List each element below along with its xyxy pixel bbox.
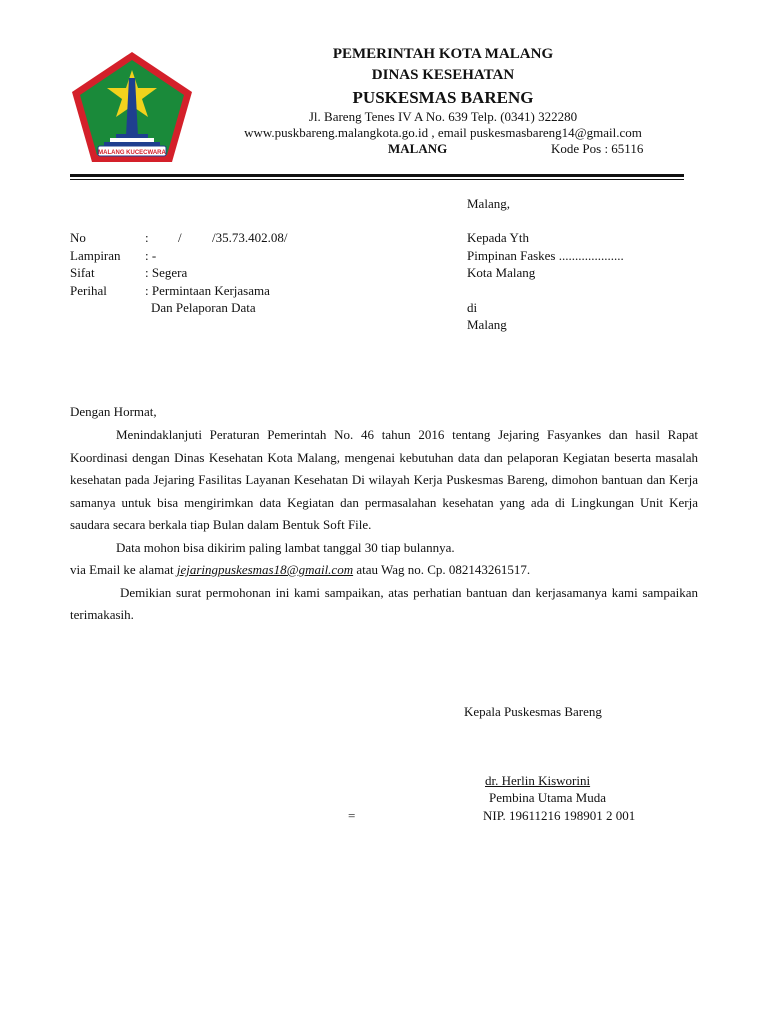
body-paragraph-4: Demikian surat permohonan ini kami sampaikan, atas perhatian bantuan dan kerjasamanya kami sampaikan terimakasih. xyxy=(70,584,698,622)
header-city: MALANG xyxy=(388,141,448,156)
letter-body xyxy=(70,424,698,627)
meta-lampiran-label: Lampiran xyxy=(70,248,121,263)
recipient-line2: Pimpinan Faskes .................... xyxy=(467,248,624,263)
meta-lampiran-value: : - xyxy=(145,248,157,263)
recipient-line3: Kota Malang xyxy=(467,265,536,280)
header-postal-code: Kode Pos : 65116 xyxy=(551,141,644,156)
signature-name: dr. Herlin Kisworini xyxy=(485,773,591,788)
logo-ribbon-text: MALANG KUCECWARA xyxy=(98,150,166,156)
header-web-email: www.puskbareng.malangkota.go.id , email puskesmasbareng14@gmail.com xyxy=(244,125,642,140)
header-department: DINAS KESEHATAN xyxy=(371,67,515,83)
header-rule-thick xyxy=(70,174,684,177)
kota-malang-logo xyxy=(68,48,196,166)
meta-no-slash: / xyxy=(178,230,182,245)
meta-no-colon: : xyxy=(145,230,149,245)
meta-no-value: /35.73.402.08/ xyxy=(212,230,288,245)
header-government: PEMERINTAH KOTA MALANG xyxy=(332,46,554,62)
signature-nip: NIP. 19611216 198901 2 001 xyxy=(483,808,636,823)
body-paragraph-2: Data mohon bisa dikirim paling lambat tanggal 30 tiap bulannya. xyxy=(116,539,455,555)
body-p3-suffix: atau Wag no. Cp. 082143261517. xyxy=(353,562,531,577)
signature-title: Kepala Puskesmas Bareng xyxy=(464,704,602,719)
meta-perihal-value-cont: Dan Pelaporan Data xyxy=(151,300,256,315)
recipient-line5: Malang xyxy=(467,317,507,332)
meta-sifat-value: : Segera xyxy=(145,265,188,280)
meta-no-label: No xyxy=(70,230,86,245)
header-address: Jl. Bareng Tenes IV A No. 639 Telp. (0341) 322280 xyxy=(308,109,578,124)
greeting: Dengan Hormat, xyxy=(70,404,157,419)
recipient-line1: Kepada Yth xyxy=(467,230,529,245)
signature-rank: Pembina Utama Muda xyxy=(489,790,606,805)
meta-sifat-label: Sifat xyxy=(70,265,95,280)
body-paragraph-1: Menindaklanjuti Peraturan Pemerintah No. 46 tahun 2016 tentang Jejaring Fasyankes dan hasil Rapat Koordinasi dengan Dinas Kesehatan Kota Malang, mengenai kebutuhan data dan pelaporan Kegiatan beserta masalah kesehatan pada Jejaring Fasilitas Layanan Kesehatan Di wilayah Kerja Puskesmas Bareng, dimohon bantuan dan Kerja samanya untuk bisa mengirimkan data Kegiatan dan permasalahan kesehatan yang ada di Lingkungan Unit Kerja saudara secara berkala tiap Bulan dalam Bentuk Soft File. xyxy=(70,427,698,532)
body-paragraph-3 xyxy=(70,559,698,582)
place-date: Malang, xyxy=(467,196,510,211)
email-link[interactable]: jejaringpuskesmas18@gmail.com xyxy=(176,562,354,577)
body-p3-prefix: via Email ke alamat xyxy=(70,562,177,577)
meta-perihal-label: Perihal xyxy=(70,283,107,298)
meta-perihal-value: : Permintaan Kerjasama xyxy=(145,283,270,298)
signature-equals: = xyxy=(348,808,356,823)
recipient-line4: di xyxy=(467,300,478,315)
header-rule-thin xyxy=(70,179,684,180)
header-puskesmas: PUSKESMAS BARENG xyxy=(352,88,534,107)
